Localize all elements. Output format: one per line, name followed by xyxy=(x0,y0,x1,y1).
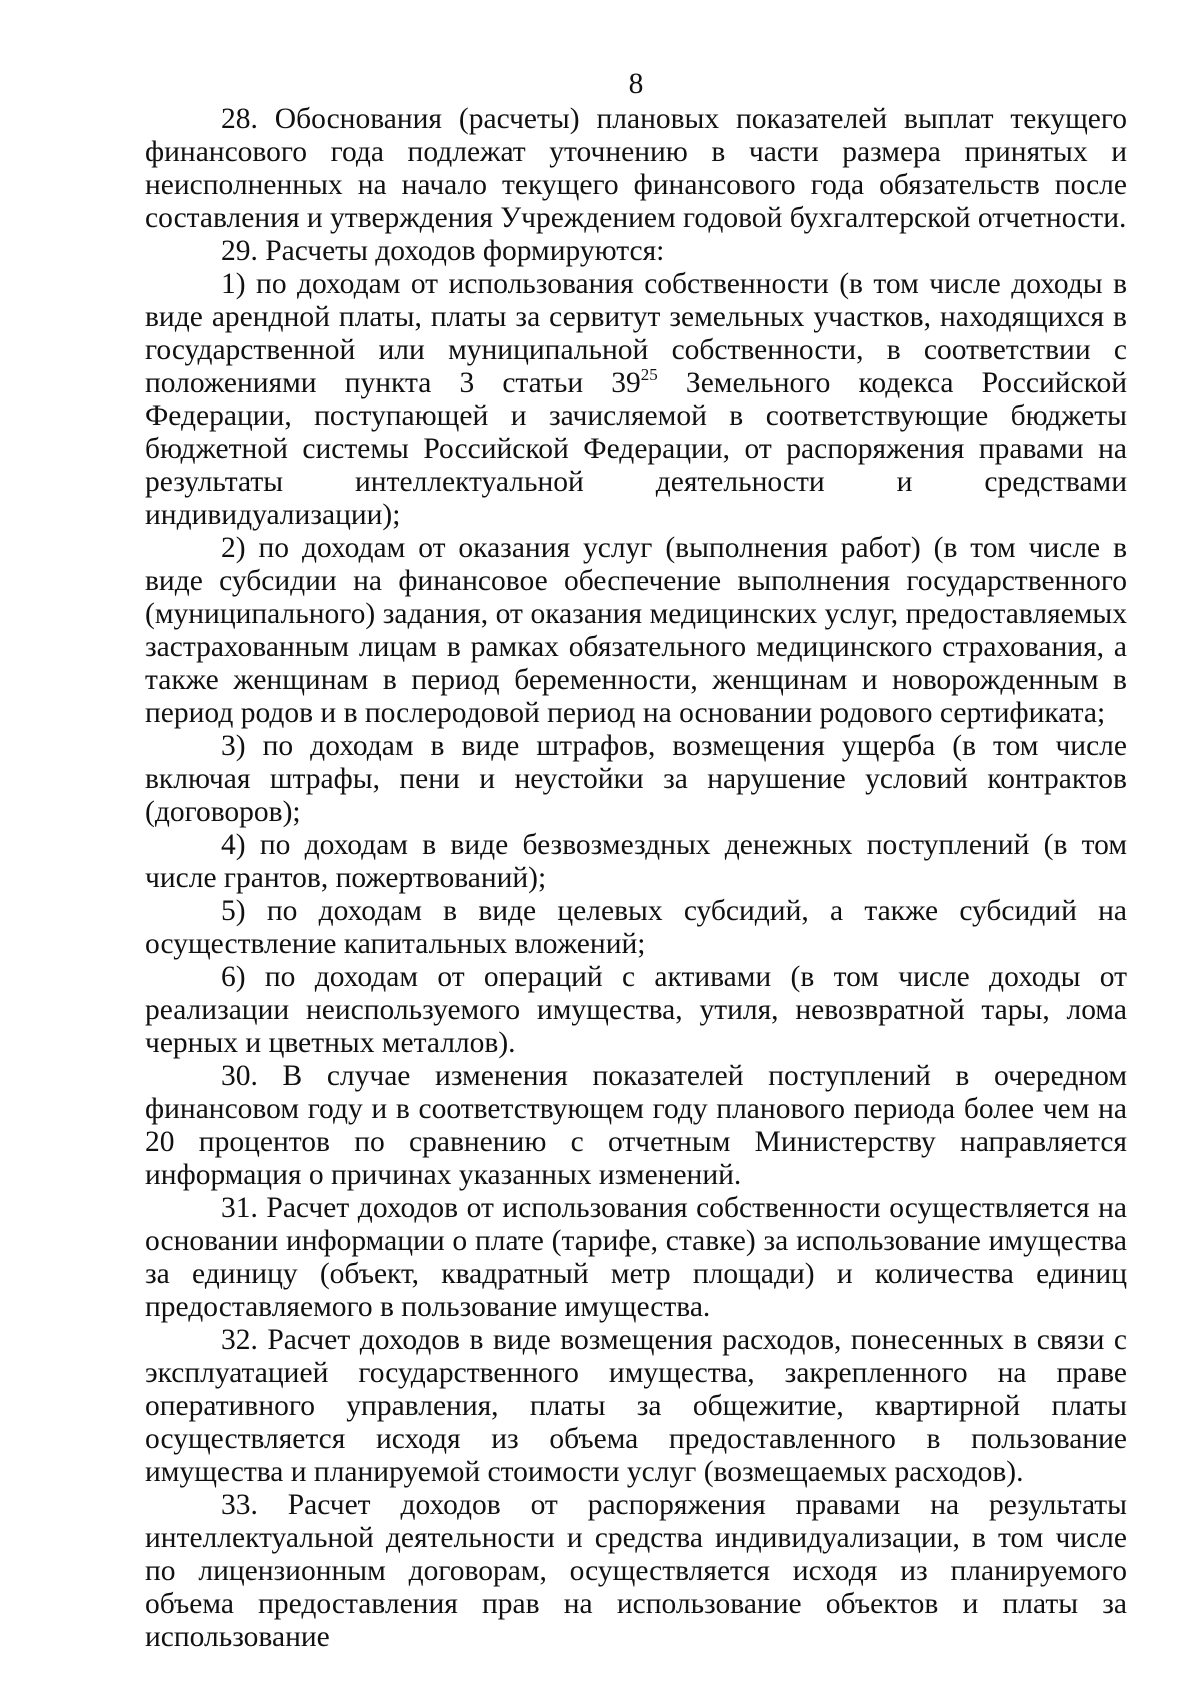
document-page xyxy=(145,68,1127,1654)
paragraph-32: 32. Расчет доходов в виде возмещения расходов, понесенных в связи с эксплуатацией государственного имущества, закрепленного на праве оперативного управления, платы за общежитие, квартирной платы осуществляется исходя из объема предоставленного в пользование имущества и планируемой стоимости услуг (возмещаемых расходов). xyxy=(145,1324,1127,1488)
paragraph-29: 29. Расчеты доходов формируются: xyxy=(221,235,665,267)
paragraph-29-item-3: 3) по доходам в виде штрафов, возмещения ущерба (в том числе включая штрафы, пени и неустойки за нарушение условий контрактов (договоров); xyxy=(145,730,1127,828)
paragraph-33: 33. Расчет доходов от распоряжения правами на результаты интеллектуальной деятельности и средства индивидуализации, в том числе по лицензионным договорам, осуществляется исходя из планируемого объема предоставления прав на использование объектов и платы за использование xyxy=(145,1489,1127,1653)
paragraph-29-item-4: 4) по доходам в виде безвозмездных денежных поступлений (в том числе грантов, пожертвований); xyxy=(145,829,1127,894)
paragraph-30: 30. В случае изменения показателей поступлений в очередном финансовом году и в соответствующем году планового периода более чем на 20 процентов по сравнению с отчетным Министерству направляется информация о причинах указанных изменений. xyxy=(145,1060,1127,1191)
paragraph-29-item-5: 5) по доходам в виде целевых субсидий, а также субсидий на осуществление капитальных вложений; xyxy=(145,895,1127,960)
paragraph-28: 28. Обоснования (расчеты) плановых показателей выплат текущего финансового года подлежат уточнению в части размера принятых и неисполненных на начало текущего финансового года обязательств после составления и утверждения Учреждением годовой бухгалтерской отчетности. xyxy=(145,103,1127,234)
paragraph-29-item-1 xyxy=(145,268,1127,532)
superscript-25: 25 xyxy=(640,365,658,384)
page-number: 8 xyxy=(628,68,644,100)
paragraph-29-item-1-text-after: Земельного кодекса Российской Федерации, поступающей и зачисляемой в соответствующие бюджеты бюджетной системы Российской Федерации, от распоряжения правами на результаты интеллектуальной деятельности и средствами индивидуализации); xyxy=(145,367,1128,531)
paragraph-29-item-1-text-before: 1) по доходам от использования собственности (в том числе доходы в виде арендной платы, платы за сервитут земельных участков, находящихся в государственной или муниципальной собственности, в соответствии с положениями пункта 3 статьи 39 xyxy=(145,268,1127,399)
paragraph-29-item-6: 6) по доходам от операций с активами (в том числе доходы от реализации неиспользуемого имущества, утиля, невозвратной тары, лома черных и цветных металлов). xyxy=(145,961,1127,1059)
paragraph-31: 31. Расчет доходов от использования собственности осуществляется на основании информации о плате (тарифе, ставке) за использование имущества за единицу (объект, квадратный метр площади) и количества единиц предоставляемого в пользование имущества. xyxy=(145,1192,1127,1323)
paragraph-29-item-2: 2) по доходам от оказания услуг (выполнения работ) (в том числе в виде субсидии на финансовое обеспечение выполнения государственного (муниципального) задания, от оказания медицинских услуг, предоставляемых застрахованным лицам в рамках обязательного медицинского страхования, а также женщинам в период беременности, женщинам и новорожденным в период родов и в послеродовой период на основании родового сертификата; xyxy=(145,532,1127,729)
